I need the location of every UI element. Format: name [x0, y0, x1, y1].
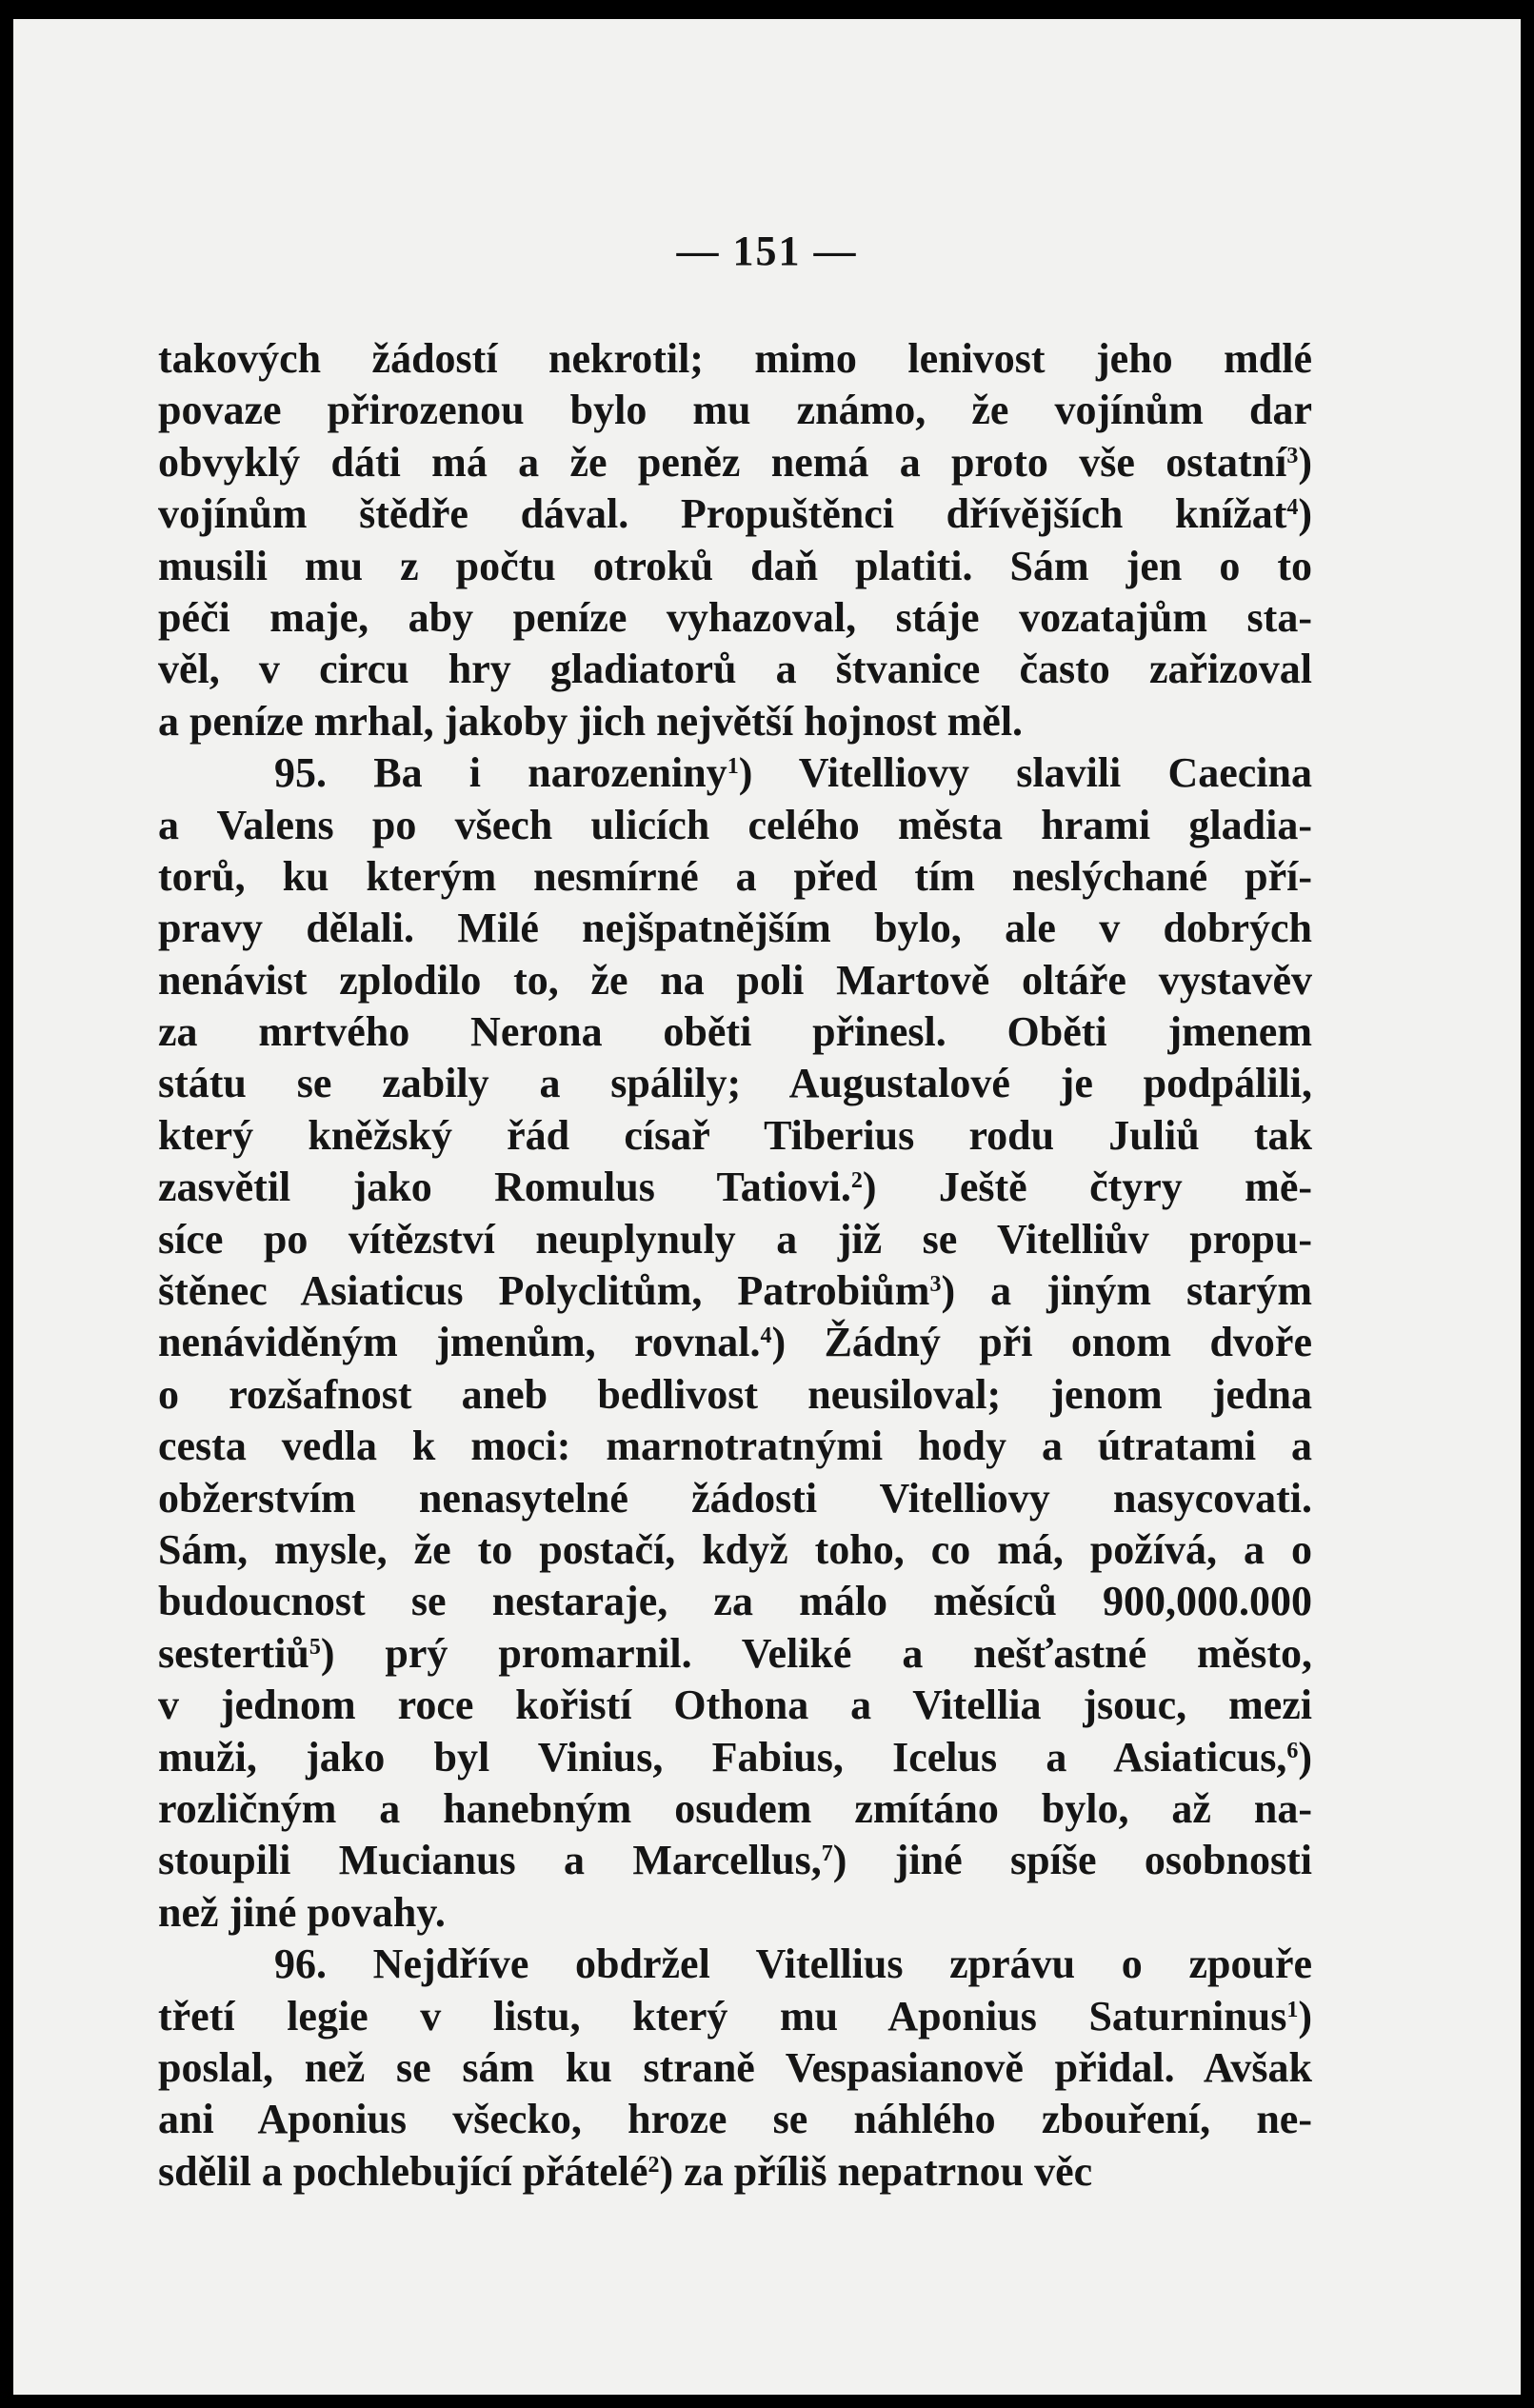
text-segment: než jiné povahy.: [158, 1888, 446, 1936]
text-line: [158, 747, 1312, 799]
text-line: [158, 1214, 1312, 1265]
text-segment: 95. Ba i narozeniny: [274, 749, 727, 797]
text-segment: štěnec Asiaticus Polyclitům, Patrobiům: [158, 1267, 930, 1315]
text-line: [158, 2146, 1312, 2198]
text-segment: ) Žádný při onom dvoře: [771, 1319, 1312, 1366]
footnote-marker: 3: [1286, 443, 1299, 468]
page-number: — 151 —: [676, 228, 858, 274]
text-line: [158, 644, 1312, 695]
text-segment: ) Ještě čtyry mě-: [862, 1164, 1313, 1211]
text-segment: zasvětil jako Romulus Tatiovi.: [158, 1164, 851, 1211]
text-line: [158, 1524, 1312, 1576]
text-segment: rozličným a hanebným osudem zmítáno bylo, až na-: [158, 1784, 1312, 1832]
text-segment: ) a jiným starým: [941, 1267, 1313, 1315]
text-line: [158, 696, 1312, 747]
text-line: [158, 333, 1312, 385]
footnote-marker: 2: [647, 2152, 660, 2178]
text-line: [158, 1473, 1312, 1524]
footnote-marker: 7: [821, 1841, 833, 1867]
text-line: [158, 851, 1312, 903]
footnote-marker: 4: [760, 1323, 772, 1349]
text-line: [158, 385, 1312, 436]
text-line: [158, 1939, 1312, 1990]
text-segment: sdělil a pochlebující přátelé: [158, 2147, 648, 2195]
text-segment: 96. Nejdříve obdržel Vitellius zprávu o zpouře: [274, 1940, 1312, 1988]
text-segment: ): [1298, 438, 1312, 486]
text-line: [158, 903, 1312, 954]
text-segment: musili mu z počtu otroků daň platiti. Sám jen o to: [158, 542, 1312, 589]
book-page: [13, 19, 1521, 2395]
footnote-marker: 4: [1286, 495, 1299, 521]
text-segment: ): [1298, 1733, 1312, 1781]
text-segment: takových žádostí nekrotil; mimo lenivost jeho mdlé: [158, 335, 1312, 382]
text-line: [158, 1006, 1312, 1058]
text-line: [158, 1421, 1312, 1472]
text-line: [158, 1991, 1312, 2042]
text-line: [158, 541, 1312, 592]
text-line: [158, 1369, 1312, 1421]
text-segment: cesta vedla k moci: marnotratnými hody a útratami a: [158, 1423, 1312, 1470]
text-segment: ani Aponius všecko, hroze se náhlého zbouření, ne-: [158, 2096, 1312, 2143]
text-segment: ): [1298, 1992, 1312, 2040]
text-segment: ) Vitelliovy slavili Caecina: [738, 749, 1312, 797]
text-line: [158, 1835, 1312, 1886]
text-segment: a Valens po všech ulicích celého města hrami gladia-: [158, 801, 1312, 848]
footnote-marker: 1: [1286, 1997, 1299, 2022]
text-segment: obžerstvím nenasytelné žádosti Vitelliovy nasycovati.: [158, 1474, 1312, 1522]
text-line: [158, 592, 1312, 644]
text-segment: ) za příliš nepatrnou věc: [659, 2147, 1093, 2195]
text-segment: ): [1298, 490, 1312, 538]
footnote-marker: 1: [727, 754, 739, 780]
footnote-marker: 6: [1286, 1738, 1299, 1763]
text-segment: za mrtvého Nerona oběti přinesl. Oběti jmenem: [158, 1008, 1312, 1056]
text-segment: stoupili Mucianus a Marcellus,: [158, 1837, 822, 1884]
body-text: [158, 333, 1312, 2198]
text-segment: budoucnost se nestaraje, za málo měsíců 900,000.000: [158, 1578, 1312, 1625]
text-line: [158, 1680, 1312, 1731]
text-line: [158, 1732, 1312, 1783]
text-line: [158, 2094, 1312, 2145]
text-segment: věl, v circu hry gladiatorů a štvanice často zařizoval: [158, 646, 1312, 693]
text-segment: muži, jako byl Vinius, Fabius, Icelus a Asiaticus,: [158, 1733, 1287, 1781]
text-segment: vojínům štědře dával. Propuštěnci dřívějších knížat: [158, 490, 1287, 538]
text-line: [158, 1058, 1312, 1109]
text-segment: v jednom roce kořistí Othona a Vitellia jsouc, mezi: [158, 1682, 1312, 1729]
text-segment: sestertiů: [158, 1629, 309, 1677]
text-segment: poslal, než se sám ku straně Vespasianově přidal. Avšak: [158, 2043, 1312, 2091]
text-segment: obvyklý dáti má a že peněz nemá a proto vše ostatní: [158, 438, 1287, 486]
text-line: [158, 1783, 1312, 1835]
text-segment: nenáviděným jmenům, rovnal.: [158, 1319, 761, 1366]
text-line: [158, 1110, 1312, 1162]
text-segment: který kněžský řád císař Tiberius rodu Juliů tak: [158, 1111, 1312, 1159]
text-segment: ) prý promarnil. Veliké a nešťastné město,: [320, 1629, 1312, 1677]
text-segment: torů, ku kterým nesmírné a před tím neslýchané pří-: [158, 852, 1312, 900]
text-segment: povaze přirozenou bylo mu známo, že vojínům dar: [158, 387, 1312, 434]
footnote-marker: 2: [850, 1168, 863, 1194]
text-line: [158, 1887, 1312, 1939]
text-segment: nenávist zplodilo to, že na poli Martově oltáře vystavěv: [158, 956, 1312, 1004]
text-segment: Sám, mysle, že to postačí, když toho, co má, požívá, a o: [158, 1525, 1312, 1573]
text-segment: ) jiné spíše osobnosti: [832, 1837, 1312, 1884]
text-line: [158, 2042, 1312, 2094]
text-line: [158, 437, 1312, 488]
text-segment: třetí legie v listu, který mu Aponius Saturninus: [158, 1992, 1287, 2040]
text-line: [158, 1265, 1312, 1317]
text-segment: a peníze mrhal, jakoby jich největší hojnost měl.: [158, 697, 1024, 745]
footnote-marker: 5: [309, 1634, 321, 1660]
text-segment: síce po vítězství neuplynuly a již se Vitelliův propu-: [158, 1215, 1312, 1263]
text-line: [158, 1628, 1312, 1680]
text-line: [158, 488, 1312, 540]
text-line: [158, 1317, 1312, 1368]
text-line: [158, 955, 1312, 1006]
text-line: [158, 1576, 1312, 1627]
text-segment: pravy dělali. Milé nejšpatnějším bylo, ale v dobrých: [158, 905, 1312, 952]
footnote-marker: 3: [929, 1272, 942, 1298]
text-line: [158, 1162, 1312, 1213]
text-line: [158, 800, 1312, 851]
text-segment: o rozšafnost aneb bedlivost neusiloval; jenom jedna: [158, 1370, 1312, 1418]
text-segment: péči maje, aby peníze vyhazoval, stáje vozatajům sta-: [158, 593, 1312, 641]
text-segment: státu se zabily a spálily; Augustalové je podpálili,: [158, 1060, 1312, 1107]
